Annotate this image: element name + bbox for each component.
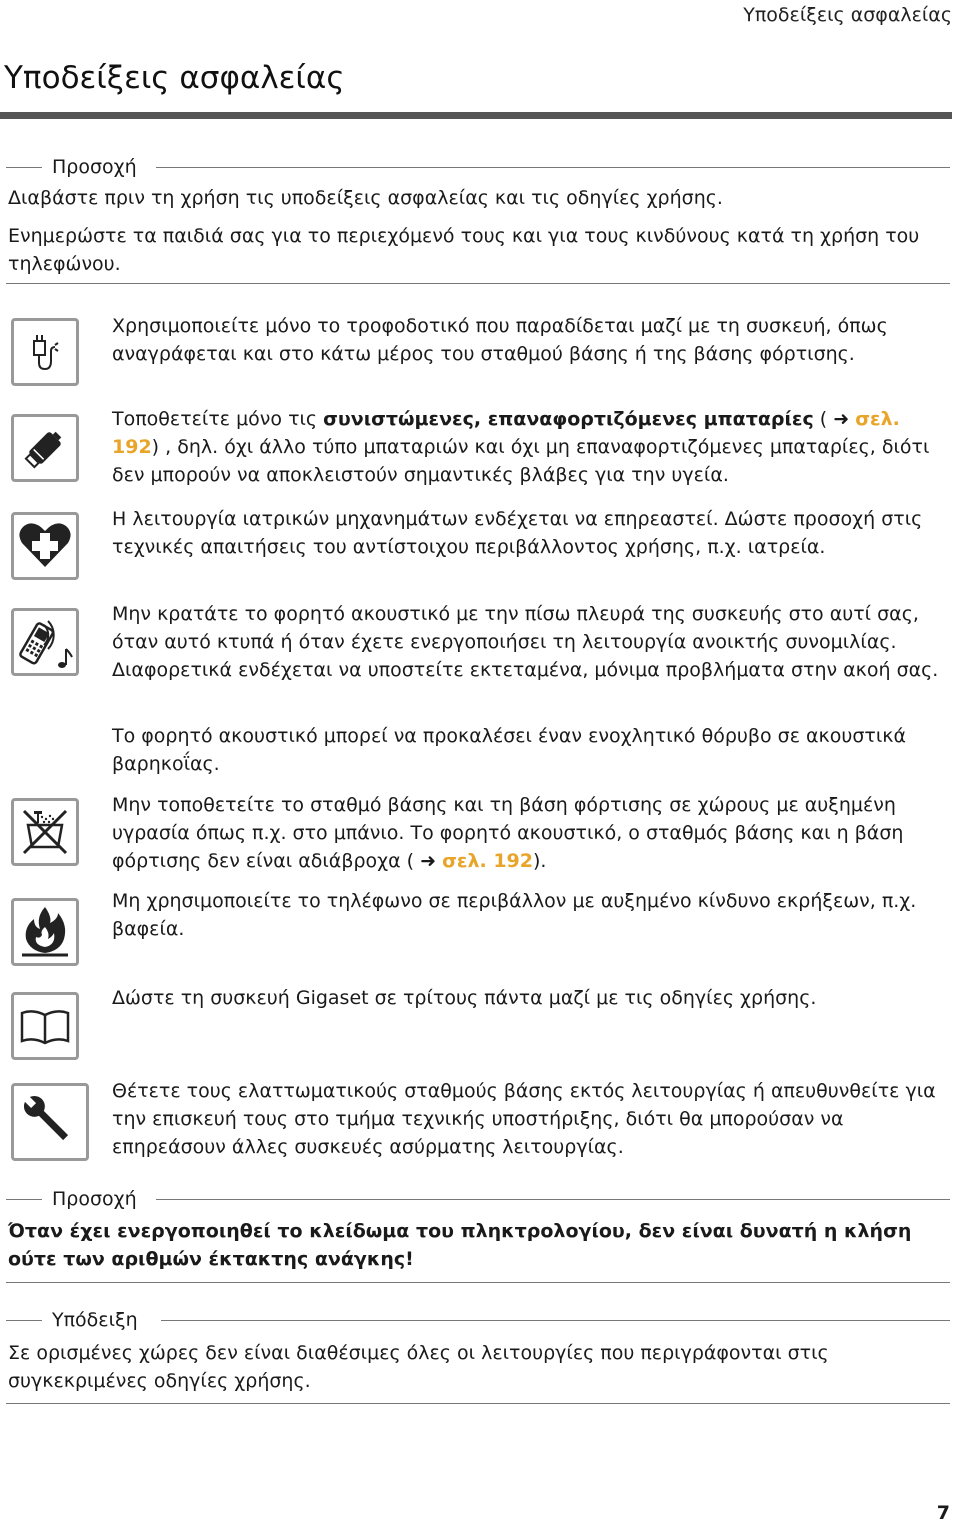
- divider: [6, 1282, 950, 1283]
- explosion-text: Μη χρησιμοποιείτε το τηλέφωνο σε περιβάλλον με αυξημένο κίνδυνο εκρήξεων, π.χ. βαφεία.: [112, 890, 917, 940]
- attention-label: Προσοχή: [52, 1188, 145, 1210]
- hearing-text-2: Το φορητό ακουστικό μπορεί να προκαλέσει έναν ενοχλητικό θόρυβο σε ακουστικά βαρηκοΐας.: [112, 725, 906, 775]
- fire-hazard-icon: [11, 898, 79, 966]
- attention-warning-text: Όταν έχει ενεργοποιηθεί το κλείδωμα του πληκτρολογίου, δεν είναι δυνατή η κλήση ούτε των αριθμών έκτακτης ανάγκης!: [8, 1220, 912, 1270]
- page-ref-link[interactable]: σελ. 192: [112, 408, 900, 458]
- battery-text: [112, 405, 950, 489]
- power-supply-text: Χρησιμοποιείτε μόνο το τροφοδοτικό που παραδίδεται μαζί με τη συσκευή, όπως αναγράφεται και στο κάτω μέρος του σταθμού βάσης ή της βάσης φόρτισης.: [112, 315, 888, 365]
- arrow-icon: ➜: [420, 850, 437, 872]
- note-label: Υπόδειξη: [52, 1309, 146, 1331]
- arrow-icon: ➜: [833, 408, 850, 430]
- page-number: 7: [936, 1502, 950, 1524]
- note-heading: [6, 1309, 950, 1333]
- manual-text: Δώστε τη συσκευή Gigaset σε τρίτους πάντα μαζί με τις οδηγίες χρήσης.: [112, 987, 817, 1009]
- title-rule: [0, 112, 952, 119]
- battery-text-post: ) , δηλ. όχι άλλο τύπο μπαταριών και όχι μη επαναφορτιζόμενες μπαταρίες, διότι δεν μπορούν να αποκλειστούν σημαντικές βλάβες για την υγεία.: [112, 436, 930, 486]
- wrench-icon: [11, 1083, 89, 1161]
- divider: [6, 1403, 950, 1404]
- page-title: Υποδείξεις ασφαλείας: [4, 60, 345, 96]
- water-text: [112, 791, 950, 875]
- repair-text: Θέτετε τους ελαττωματικούς σταθμούς βάσης εκτός λειτουργίας ή απευθυνθείτε για την επισκευή τους στο τμήμα τεχνικής υποστήριξης, διότι θα μπορούσαν να επηρεάσουν άλλες συσκευές ασύρματης λειτουργίας.: [112, 1080, 936, 1158]
- hearing-text-1: Μην κρατάτε το φορητό ακουστικό με την πίσω πλευρά της συσκευής στο αυτί σας, όταν αυτό κτυπά ή όταν έχετε ενεργοποιήσει τη λειτουργία ανοικτής συνομιλίας. Διαφορετικά ενδέχεται να υποστείτε εκτεταμένα, μόνιμα προβλήματα στην ακοή σας.: [112, 603, 939, 681]
- water-text-main: Μην τοποθετείτε το σταθμό βάσης και τη βάση φόρτισης σε χώρους με αυξημένη υγρασία όπως π.χ. στο μπάνιο. Το φορητό ακουστικό, ο σταθμός βάσης και η βάση φόρτισης δεν είναι αδιάβροχα: [112, 794, 904, 872]
- water-text-close: ).: [533, 850, 547, 872]
- medical-heart-icon: [11, 512, 79, 580]
- no-water-icon: [11, 798, 79, 866]
- attention-heading: [6, 156, 950, 180]
- power-plug-icon: [11, 318, 79, 386]
- open-book-icon: [11, 992, 79, 1060]
- divider: [6, 283, 950, 284]
- attention-text-2: Ενημερώστε τα παιδιά σας για το περιεχόμενό τους και για τους κινδύνους κατά τη χρήση του τηλεφώνου.: [8, 225, 920, 275]
- water-text-open: (: [400, 850, 421, 872]
- battery-text-bold: συνιστώμενες, επαναφορτιζόμενες μπαταρίες: [323, 408, 814, 430]
- page-ref-link[interactable]: σελ. 192: [442, 850, 533, 872]
- phone-hearing-icon: [11, 608, 79, 676]
- battery-icon: [11, 414, 79, 482]
- medical-text: Η λειτουργία ιατρικών μηχανημάτων ενδέχεται να επηρεαστεί. Δώστε προσοχή στις τεχνικές απαιτήσεις του αντίστοιχου περιβάλλοντος χρήσης, π.χ. ιατρεία.: [112, 508, 923, 558]
- attention-label: Προσοχή: [52, 156, 145, 178]
- attention-heading: [6, 1188, 950, 1212]
- running-header: Υποδείξεις ασφαλείας: [743, 4, 952, 26]
- battery-text-pre: Τοποθετείτε μόνο τις: [112, 408, 324, 430]
- note-text: Σε ορισμένες χώρες δεν είναι διαθέσιμες όλες οι λειτουργίες που περιγράφονται στις συγκεκριμένες οδηγίες χρήσης.: [8, 1342, 829, 1392]
- attention-text-1: Διαβάστε πριν τη χρήση τις υποδείξεις ασφαλείας και τις οδηγίες χρήσης.: [8, 187, 723, 209]
- battery-text-open: (: [813, 408, 834, 430]
